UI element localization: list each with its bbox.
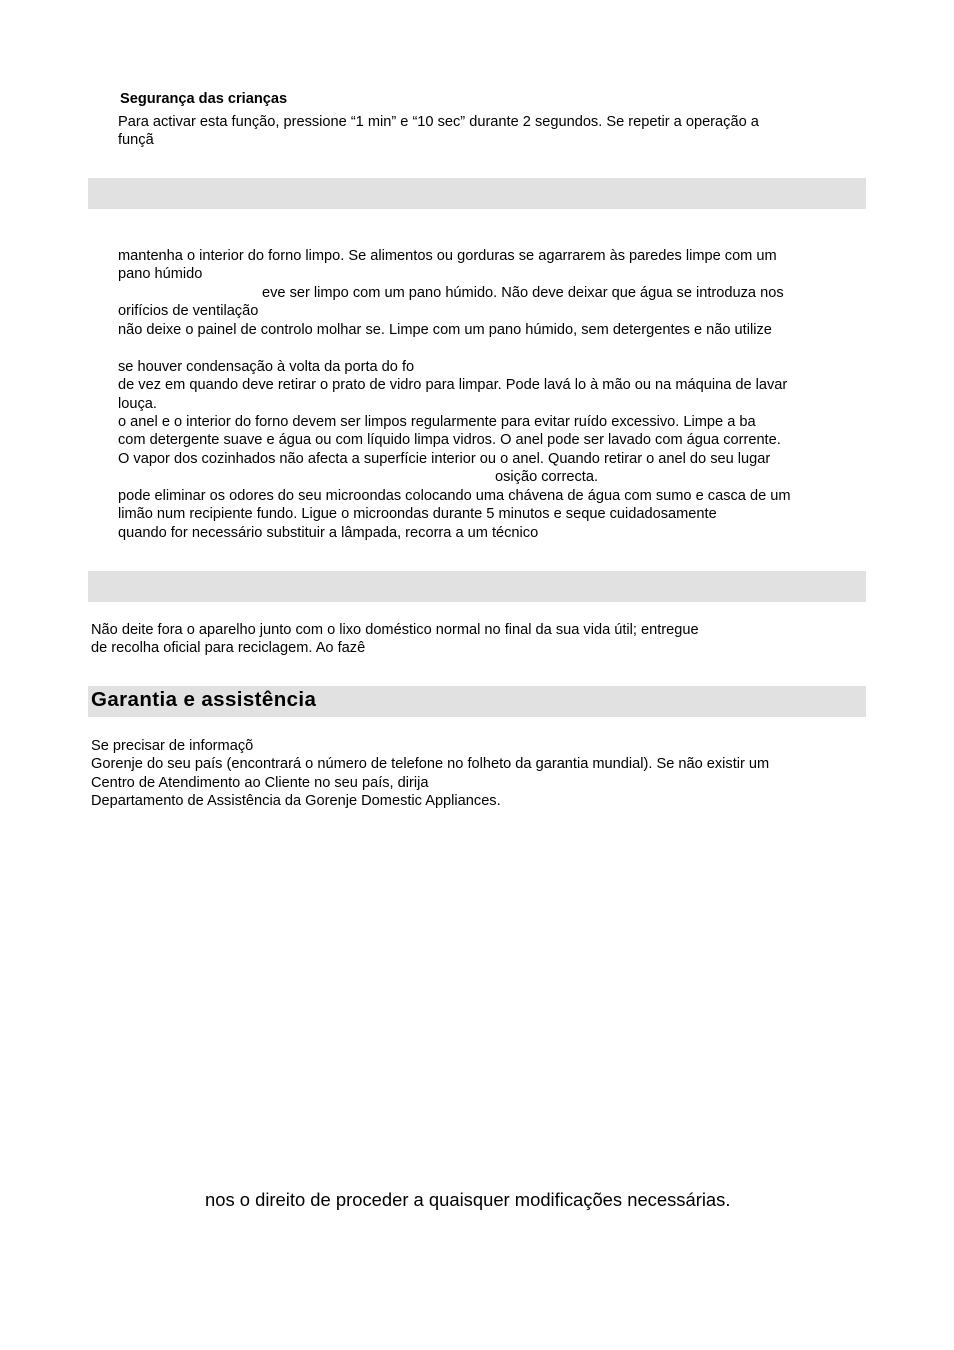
cleaning-line: não deixe o painel de controlo molhar se. Limpe com um pano húmido, sem detergentes e não utilize [118,322,772,338]
cleaning-line: O vapor dos cozinhados não afecta a superfície interior ou o anel. Quando retirar o anel do seu lugar [118,451,771,467]
cleaning-line: eve ser limpo com um pano húmido. Não deve deixar que água se introduza nos [262,285,784,301]
cleaning-line: mantenha o interior do forno limpo. Se alimentos ou gorduras se agarrarem às paredes limpe com um [118,248,777,264]
cleaning-line: osição correcta. [495,469,599,485]
environment-section-bar [88,571,866,602]
cleaning-line: limão num recipiente fundo. Ligue o microondas durante 5 minutos e seque cuidadosamente [118,506,717,522]
cleaning-line: orifícios de ventilação [118,303,259,319]
cleaning-line: quando for necessário substituir a lâmpada, recorra a um técnico [118,525,539,541]
cleaning-line: se houver condensação à volta da porta do fo [118,359,415,375]
cleaning-line: com detergente suave e água ou com líquido limpa vidros. O anel pode ser lavado com água corrente. [118,432,781,448]
child-safety-line-1: Para activar esta função, pressione “1 min” e “10 sec” durante 2 segundos. Se repetir a operação a [118,114,759,130]
cleaning-line: pano húmido [118,266,203,282]
warranty-section-bar [88,686,866,717]
child-safety-line-2: funçã [118,132,154,148]
warranty-line: Centro de Atendimento ao Cliente no seu país, dirija [91,775,429,791]
cleaning-section-bar [88,178,866,209]
cleaning-line: louça. [118,396,157,412]
cleaning-line: pode eliminar os odores do seu microondas colocando uma chávena de água com sumo e casca de um [118,488,791,504]
environment-line: de recolha oficial para reciclagem. Ao fazê [91,640,366,656]
warranty-line: Departamento de Assistência da Gorenje Domestic Appliances. [91,793,501,809]
cleaning-line: o anel e o interior do forno devem ser limpos regularmente para evitar ruído excessivo. Limpe a ba [118,414,756,430]
warranty-line: Gorenje do seu país (encontrará o número de telefone no folheto da garantia mundial). Se não existir um [91,756,770,772]
warranty-line: Se precisar de informaçõ [91,738,254,754]
cleaning-line: de vez em quando deve retirar o prato de vidro para limpar. Pode lavá lo à mão ou na máquina de lavar [118,377,788,393]
warranty-section-heading: Garantia e assistência [91,688,317,711]
child-safety-heading: Segurança das crianças [120,91,288,107]
footer-note: nos o direito de proceder a quaisquer modificações necessárias. [205,1189,731,1210]
environment-line: Não deite fora o aparelho junto com o lixo doméstico normal no final da sua vida útil; entregue [91,622,699,638]
